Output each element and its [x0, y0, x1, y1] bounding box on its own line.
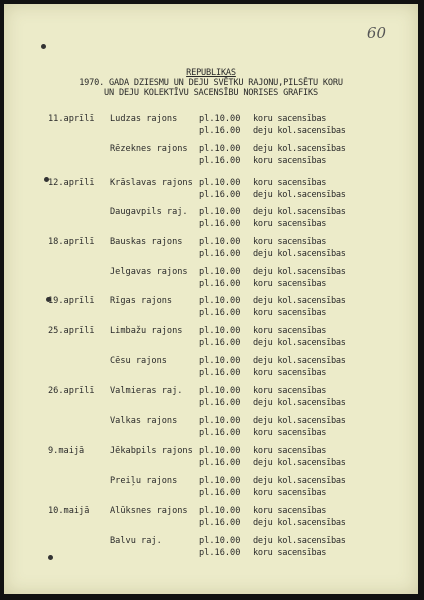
- entry-time: pl.16.00: [199, 428, 241, 438]
- entry-date: 25.aprīlī: [48, 326, 95, 336]
- punch-hole: [48, 555, 53, 560]
- entry-time: pl.16.00: [199, 368, 241, 378]
- entry-time: pl.10.00: [199, 386, 241, 396]
- entry-event: deju kol.sacensības: [253, 207, 346, 217]
- entry-time: pl.10.00: [199, 296, 241, 306]
- entry-event: deju kol.sacensības: [253, 458, 346, 468]
- entry-time: pl.16.00: [199, 279, 241, 289]
- header-line-1: REPUBLIKAS: [186, 68, 236, 78]
- entry-event: deju kol.sacensības: [253, 267, 346, 277]
- entry-time: pl.16.00: [199, 219, 241, 229]
- document-page: [4, 4, 418, 594]
- entry-time: pl.10.00: [199, 207, 241, 217]
- document-header: [4, 68, 418, 98]
- entry-time: pl.10.00: [199, 178, 241, 188]
- header-line-2: 1970. GADA DZIESMU UN DEJU SVĒTKU RAJONU,PILSĒTU KORU: [79, 78, 343, 88]
- entry-district: Valmieras raj.: [110, 386, 183, 396]
- entry-event: koru sacensības: [253, 428, 327, 438]
- entry-district: Rēzeknes rajons: [110, 144, 188, 154]
- entry-district: Daugavpils raj.: [110, 207, 188, 217]
- entry-event: koru sacensības: [253, 308, 327, 318]
- entry-event: deju kol.sacensības: [253, 249, 346, 259]
- entry-district: Limbažu rajons: [110, 326, 183, 336]
- entry-time: pl.10.00: [199, 536, 241, 546]
- entry-event: koru sacensības: [253, 506, 327, 516]
- page-number: 60: [366, 24, 386, 42]
- entry-district: Krāslavas rajons: [110, 178, 193, 188]
- entry-event: koru sacensības: [253, 446, 327, 456]
- entry-date: 9.maijā: [48, 446, 85, 456]
- entry-event: koru sacensības: [253, 368, 327, 378]
- entry-district: Rīgas rajons: [110, 296, 173, 306]
- entry-district: Jēkabpils rajons: [110, 446, 193, 456]
- entry-time: pl.10.00: [199, 144, 241, 154]
- entry-time: pl.10.00: [199, 506, 241, 516]
- entry-district: Ludzas rajons: [110, 114, 178, 124]
- entry-date: 19.aprīlī: [48, 296, 95, 306]
- entry-event: deju kol.sacensības: [253, 356, 346, 366]
- entry-district: Cēsu rajons: [110, 356, 167, 366]
- entry-event: koru sacensības: [253, 219, 327, 229]
- entry-event: deju kol.sacensības: [253, 518, 346, 528]
- entry-time: pl.16.00: [199, 156, 241, 166]
- entry-time: pl.16.00: [199, 190, 241, 200]
- entry-time: pl.10.00: [199, 237, 241, 247]
- entry-event: koru sacensības: [253, 548, 327, 558]
- entry-district: Valkas rajons: [110, 416, 178, 426]
- entry-time: pl.10.00: [199, 446, 241, 456]
- entry-event: koru sacensības: [253, 488, 327, 498]
- entry-time: pl.10.00: [199, 114, 241, 124]
- entry-event: koru sacensības: [253, 178, 327, 188]
- entry-event: deju kol.sacensības: [253, 338, 346, 348]
- entry-time: pl.16.00: [199, 338, 241, 348]
- punch-hole: [41, 44, 46, 49]
- entry-time: pl.10.00: [199, 476, 241, 486]
- entry-time: pl.16.00: [199, 458, 241, 468]
- entry-time: pl.16.00: [199, 308, 241, 318]
- entry-event: deju kol.sacensības: [253, 126, 346, 136]
- entry-event: deju kol.sacensības: [253, 536, 346, 546]
- entry-time: pl.10.00: [199, 356, 241, 366]
- entry-date: 26.aprīlī: [48, 386, 95, 396]
- entry-time: pl.10.00: [199, 326, 241, 336]
- entry-date: 12.aprīlī: [48, 178, 95, 188]
- entry-time: pl.16.00: [199, 249, 241, 259]
- entry-time: pl.10.00: [199, 267, 241, 277]
- entry-event: deju kol.sacensības: [253, 296, 346, 306]
- entry-time: pl.16.00: [199, 488, 241, 498]
- entry-time: pl.16.00: [199, 126, 241, 136]
- entry-time: pl.16.00: [199, 548, 241, 558]
- entry-event: koru sacensības: [253, 279, 327, 289]
- entry-district: Balvu raj.: [110, 536, 162, 546]
- entry-date: 18.aprīlī: [48, 237, 95, 247]
- entry-event: deju kol.sacensības: [253, 144, 346, 154]
- entry-time: pl.16.00: [199, 398, 241, 408]
- entry-event: koru sacensības: [253, 114, 327, 124]
- entry-district: Jelgavas rajons: [110, 267, 188, 277]
- entry-event: koru sacensības: [253, 326, 327, 336]
- entry-event: koru sacensības: [253, 156, 327, 166]
- entry-date: 11.aprīlī: [48, 114, 95, 124]
- entry-event: koru sacensības: [253, 386, 327, 396]
- entry-event: deju kol.sacensības: [253, 416, 346, 426]
- entry-event: deju kol.sacensības: [253, 398, 346, 408]
- entry-district: Preiļu rajons: [110, 476, 178, 486]
- entry-event: deju kol.sacensības: [253, 476, 346, 486]
- entry-district: Bauskas rajons: [110, 237, 183, 247]
- entry-district: Alūksnes rajons: [110, 506, 188, 516]
- entry-event: koru sacensības: [253, 237, 327, 247]
- entry-event: deju kol.sacensības: [253, 190, 346, 200]
- header-line-3: UN DEJU KOLEKTĪVU SACENSĪBU NORISES GRAFIKS: [104, 88, 318, 98]
- entry-time: pl.16.00: [199, 518, 241, 528]
- entry-date: 10.maijā: [48, 506, 90, 516]
- entry-time: pl.10.00: [199, 416, 241, 426]
